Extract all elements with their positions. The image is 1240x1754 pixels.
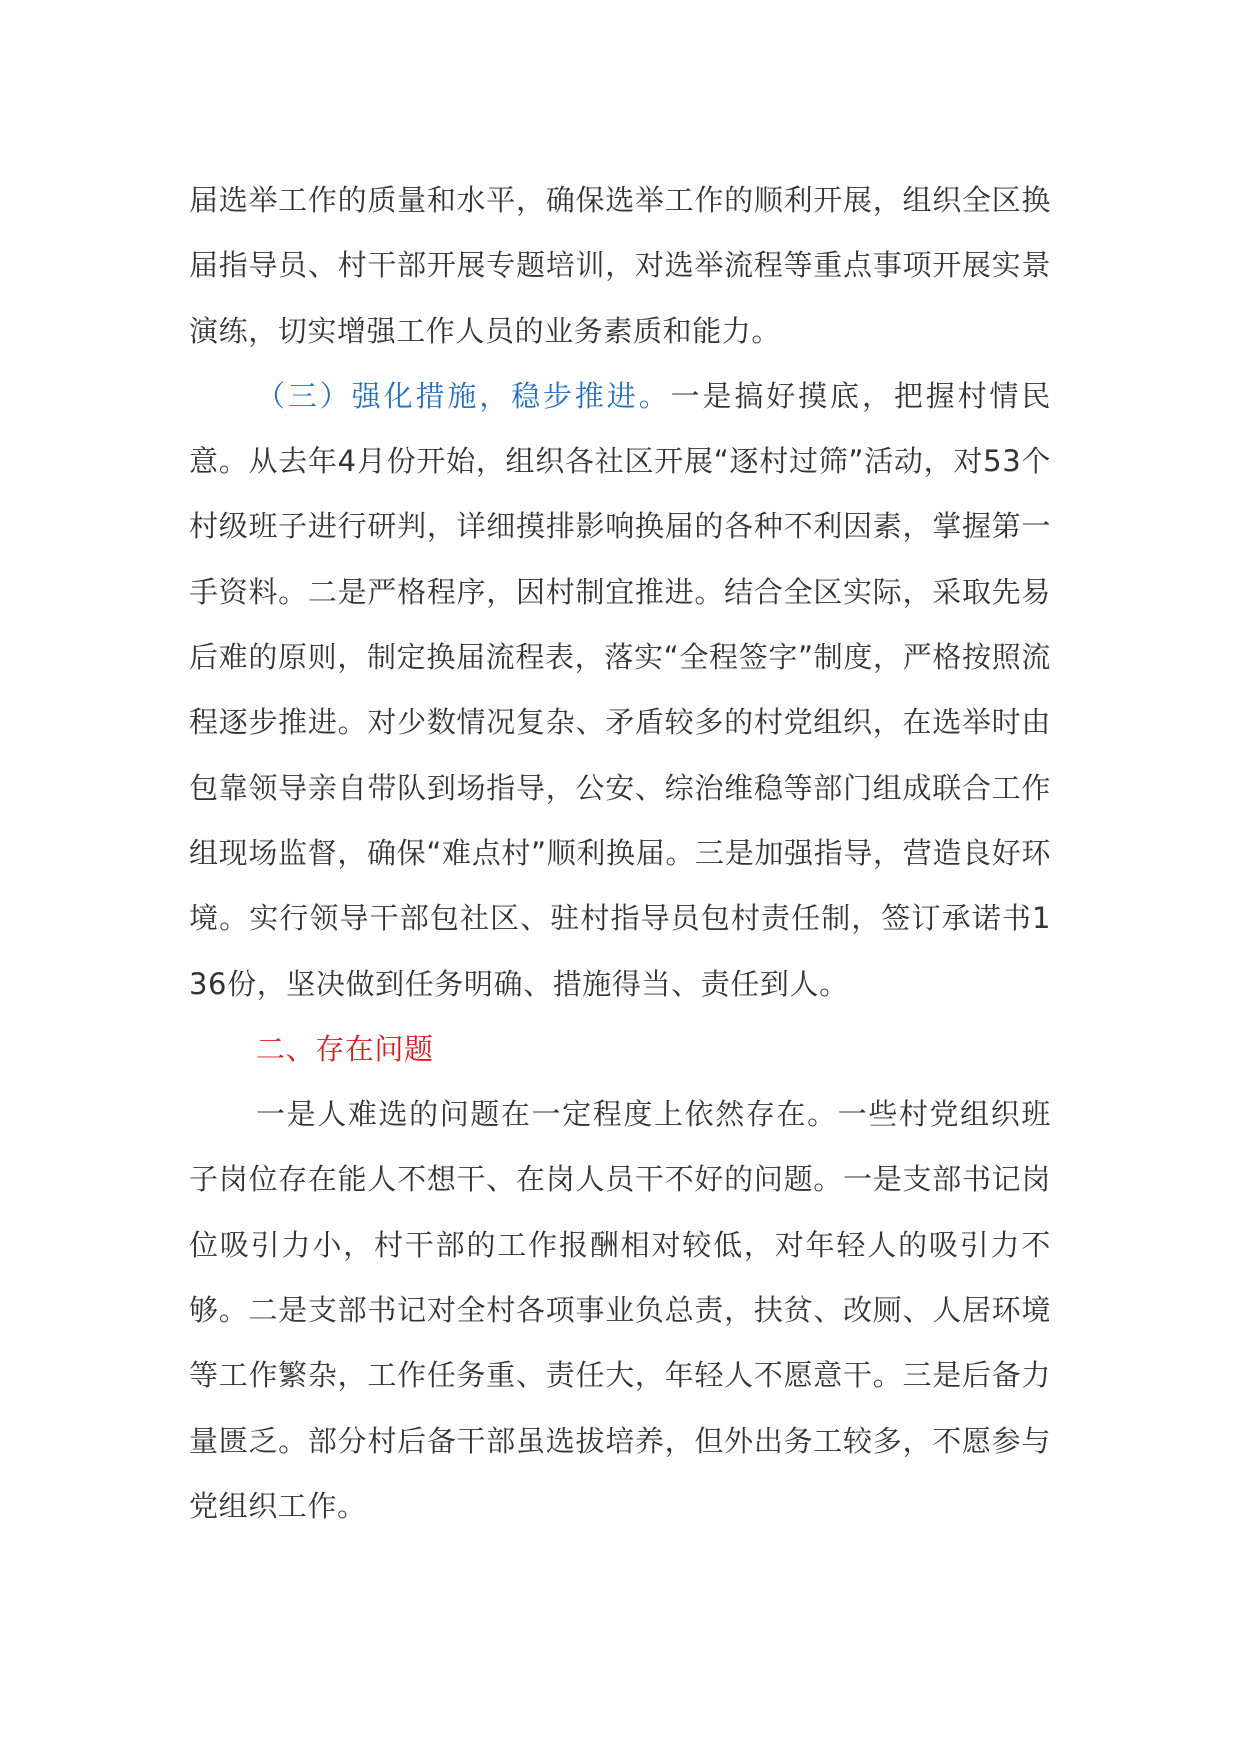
section-3-paragraph bbox=[189, 364, 1051, 1017]
section-3-body: 一是搞好摸底，把握村情民意。从去年4月份开始，组织各社区开展“逐村过筛”活动，对53个村级班子进行研判，详细摸排影响换届的各种不利因素，掌握第一手资料。二是严格程序，因村制宜推进。结合全区实际，采取先易后难的原则，制定换届流程表，落实“全程签字”制度，严格按照流程逐步推进。对少数情况复杂、矛盾较多的村党组织，在选举时由包靠领导亲自带队到场指导，公安、综治维稳等部门组成联合工作组现场监督，确保“难点村”顺利换届。三是加强指导，营造良好环境。实行领导干部包社区、驻村指导员包村责任制，签订承诺书136份，坚决做到任务明确、措施得当、责任到人。 bbox=[189, 378, 1051, 1001]
section-3-heading: （三）强化措施，稳步推进。 bbox=[256, 378, 671, 413]
continued-paragraph: 届选举工作的质量和水平，确保选举工作的顺利开展，组织全区换届指导员、村干部开展专题培训，对选举流程等重点事项开展实景演练，切实增强工作人员的业务素质和能力。 bbox=[189, 183, 1051, 348]
document-page bbox=[189, 168, 1051, 1539]
problems-paragraph: 一是人难选的问题在一定程度上依然存在。一些村党组织班子岗位存在能人不想干、在岗人员干不好的问题。一是支部书记岗位吸引力小，村干部的工作报酬相对较低，对年轻人的吸引力不够。二是支部书记对全村各项事业负总责，扶贫、改厕、人居环境等工作繁杂，工作任务重、责任大，年轻人不愿意干。三是后备力量匮乏。部分村后备干部虽选拔培养，但外出务工较多，不愿参与党组织工作。 bbox=[189, 1097, 1051, 1523]
problems-heading: 二、存在问题 bbox=[256, 1031, 434, 1066]
